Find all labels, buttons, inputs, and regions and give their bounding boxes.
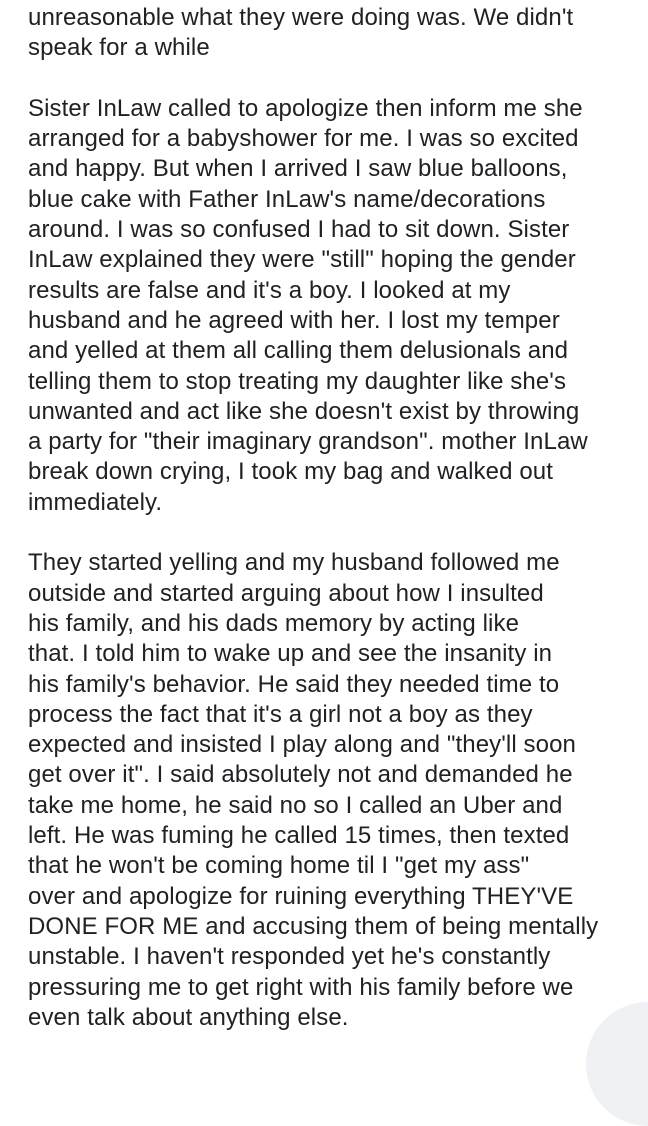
text-line: unreasonable what they were doing was. We didn't xyxy=(28,4,574,31)
text-line: immediately. xyxy=(28,488,163,516)
text-line: and yelled at them all calling them delusionals and xyxy=(28,337,569,365)
text-line: break down crying, I took my bag and walked out xyxy=(28,458,553,486)
text-line: even talk about anything else. xyxy=(28,1003,349,1031)
text-line: a party for "their imaginary grandson". mother InLaw xyxy=(28,428,588,456)
text-line: unstable. I haven't responded yet he's constantly xyxy=(28,943,551,971)
text-line: that. I told him to wake up and see the insanity in xyxy=(28,640,553,668)
text-line: left. He was fuming he called 15 times, then texted xyxy=(28,822,570,850)
text-line: over and apologize for ruining everything THEY'VE xyxy=(28,882,574,910)
text-line: results are false and it's a boy. I looked at my xyxy=(28,276,511,304)
text-line: that he won't be coming home til I "get my ass" xyxy=(28,852,530,880)
text-line: expected and insisted I play along and "they'll soon xyxy=(28,731,577,759)
text-line: his family, and his dads memory by acting like xyxy=(28,609,520,637)
text-line: DONE FOR ME and accusing them of being mentally xyxy=(28,912,599,940)
paragraph xyxy=(28,3,634,64)
text-line: get over it". I said absolutely not and demanded he xyxy=(28,761,573,789)
text-line: pressuring me to get right with his family before we xyxy=(28,973,574,1001)
text-line: speak for a while xyxy=(28,34,210,62)
paragraph xyxy=(28,548,634,1033)
text-line: husband and he agreed with her. I lost my temper xyxy=(28,306,560,334)
text-line: outside and started arguing about how I insulted xyxy=(28,579,544,607)
text-line: InLaw explained they were "still" hoping the gender xyxy=(28,246,576,274)
text-line: Sister InLaw called to apologize then inform me she xyxy=(28,94,583,122)
text-line: his family's behavior. He said they needed time to xyxy=(28,670,560,698)
text-line: arranged for a babyshower for me. I was so excited xyxy=(28,125,579,153)
text-line: blue cake with Father InLaw's name/decorations xyxy=(28,185,546,213)
text-line: telling them to stop treating my daughter like she's xyxy=(28,367,567,395)
text-line: They started yelling and my husband followed me xyxy=(28,549,560,577)
text-line: take me home, he said no so I called an Uber and xyxy=(28,791,563,819)
post-body xyxy=(28,3,634,1033)
text-line: unwanted and act like she doesn't exist by throwing xyxy=(28,397,580,425)
paragraph xyxy=(28,94,634,518)
text-line: process the fact that it's a girl not a boy as they xyxy=(28,700,533,728)
text-line: around. I was so confused I had to sit down. Sister xyxy=(28,216,570,244)
text-line: and happy. But when I arrived I saw blue balloons, xyxy=(28,155,568,183)
